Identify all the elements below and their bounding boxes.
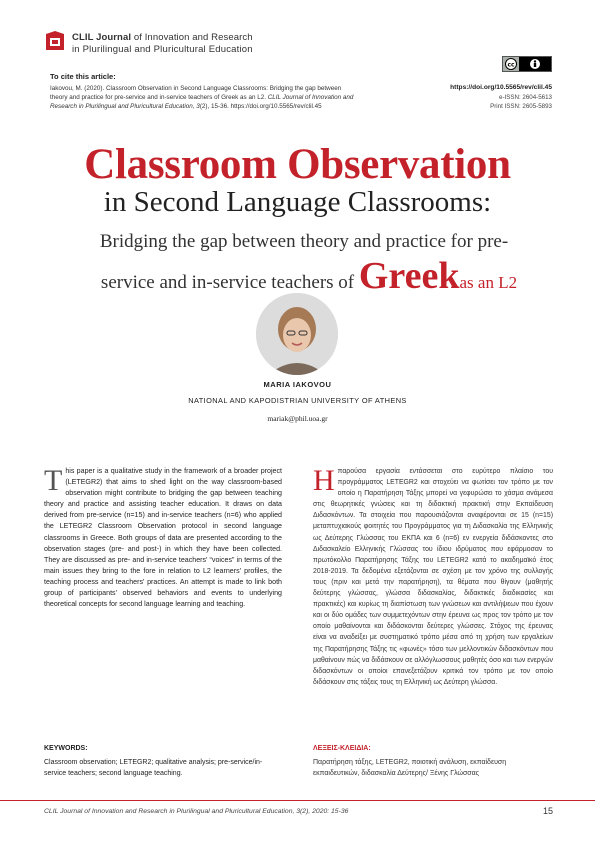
doi-link[interactable]: https://doi.org/10.5565/rev/clil.45	[450, 84, 552, 91]
author-photo	[256, 293, 338, 375]
creative-commons-badge[interactable]	[502, 56, 552, 72]
svg-text:cc: cc	[507, 61, 515, 69]
keywords-text-greek: Παρατήρηση τάξης, LETEGR2, ποιοτική ανάλυση, εκπαίδευση εκπαιδευτικών, διδασκαλία Δεύτερης/ Ξένης Γλώσσας	[313, 759, 507, 777]
footer-divider	[0, 800, 595, 801]
journal-name-line2: in Plurilingual and Pluricultural Education	[72, 44, 253, 55]
author-email[interactable]: mariak@phil.uoa.gr	[267, 414, 328, 423]
page-number: 15	[542, 806, 553, 816]
author-name: MARIA IAKOVOU	[263, 380, 332, 389]
author-affiliation: NATIONAL AND KAPODISTRIAN UNIVERSITY OF ATHENS	[188, 396, 407, 405]
title-greek-highlight: Greek	[358, 255, 460, 297]
citation-text: Iakovou, M. (2020). Classroom Observation in Second Language Classrooms: Bridging the gap between theory and practice for pre-service and in-service teachers of Greek as an L2. CLIL Journal of Innovation and Research in Plurilingual and Pluricultural Education, 3(2), 15-36. https://doi.org/10.5565/rev/clil.45	[50, 85, 354, 111]
creative-commons-icon	[503, 57, 551, 71]
title-line2: in Second Language Classrooms:	[103, 186, 492, 218]
footer-citation: CLIL Journal of Innovation and Research in Plurilingual and Pluricultural Education, 3(2), 2020: 15-36	[44, 808, 349, 815]
drop-cap-greek: Η	[313, 464, 335, 497]
keywords-heading-greek: ΛΕΞΕΙΣ-ΚΛΕΙΔΙΑ:	[313, 745, 371, 752]
keywords-text: Classroom observation; LETEGR2; qualitative analysis; pre-service/in-service teachers; second language teaching.	[44, 759, 263, 777]
abstract-greek: Ηπαρούσα εργασία εντάσσεται στο ευρύτερο πλαίσιο του προγράμματος LETEGR2 και στοχεύει να φωτίσει τον τρόπο με τον οποίο η Παρατήρηση Τάξης μπορεί να γεφυρώσει το χάσμα ανάμεσα στις θεωρητικές γνώσεις και τη διδακτική πρακτική στην Εκπαίδευση Διδασκόντων. Τα στοιχεία που παρουσιάζονται αναφέρονται σε 15 (n=15) μεταπτυχιακούς φοιτητές του Προγράμματος για τη Διδασκαλία της Ελληνικής ως Δεύτερης Γλώσσας του ΕΚΠΑ και 6 (n=6) εν ενεργεία διδάσκοντες στο Διδασκαλείο Ελληνικής Γλώσσας του ίδιου ιδρύματος που εφάρμοσαν το πρωτόκολλο Παρατήρησης Τάξης του LETEGR2 κατά το ακαδημαϊκό έτος 2018-2019. Τα δεδομένα εξετάζονται σε σχέση με τον χρόνο της συλλογής τους (πριν και μετά την παρατήρηση), τα θέματα που θίγουν (μαθητής δεύτερης γλώσσας, γλώσσα διδασκαλίας, διδακτικές διαδικασίες και πρακτικές) και κυρίως τη διαπίστωση των γνώσεων και αντιλήψεων που έχουν και οι δύο ομάδες των συμμετεχόντων στην έρευνα ως προς τον τρόπο με τον οποίο μαθαίνονται και διδάσκονται δεύτερες γλώσσες. Στόχος της έρευνας είναι να αναδείξει με συστηματικό τρόπο μέσα από τη χρήση των εργαλείων της Παρατήρησης Τάξης τις «φωνές» τόσο των μελλοντικών διδασκόντων που μαθαίνουν πώς να διδάσκουν σε αλλόγλωσσους μαθητές όσο και των ενεργών διδασκόντων οι οποίοι επανεξετάζουν κριτικά τον τρόπο με τον οποίο διδάσκουν στις τάξεις τους τη Ελληνική ως Δεύτερη γλώσσα.	[313, 464, 553, 686]
citation-heading: To cite this article:	[50, 72, 116, 81]
eissn: e-ISSN: 2604-5613	[499, 94, 552, 101]
keywords-heading: KEYWORDS:	[44, 745, 88, 752]
print-issn: Print ISSN: 2605-5893	[490, 103, 552, 110]
title-line4: service and in-service teachers of Greekas an L2	[100, 255, 518, 297]
journal-logo-icon	[44, 30, 66, 52]
title-line3: Bridging the gap between theory and practice for pre-	[99, 231, 509, 252]
journal-name: CLIL Journal of Innovation and Research	[72, 32, 253, 43]
abstract-english: This paper is a qualitative study in the framework of a broader project (LETEGR2) that aims to shed light on the way classroom-based observation might contribute to bridging the gap between teaching theory and practice and assisting teacher education. It draws on data derived from pre-service (n=15) and in-service teachers (n=6) who applied the LETEGR2 Classroom Observation protocol in second language classrooms in Greece. Both groups of data are presented according to the observation stages (pre- and post-) in which they have been collected. They are discussed as pre- and in-service teachers' “voices” in terms of the main issues they bring to the fore in relation to L2 learners' profiles, the teaching process and teachers' practices. An attempt is made to link both group of participants' observed behaviors and events to underlying theoretical concepts for second language learning and teaching.	[44, 464, 282, 609]
drop-cap: T	[44, 464, 63, 497]
title-line1: Classroom Observation	[84, 141, 511, 188]
